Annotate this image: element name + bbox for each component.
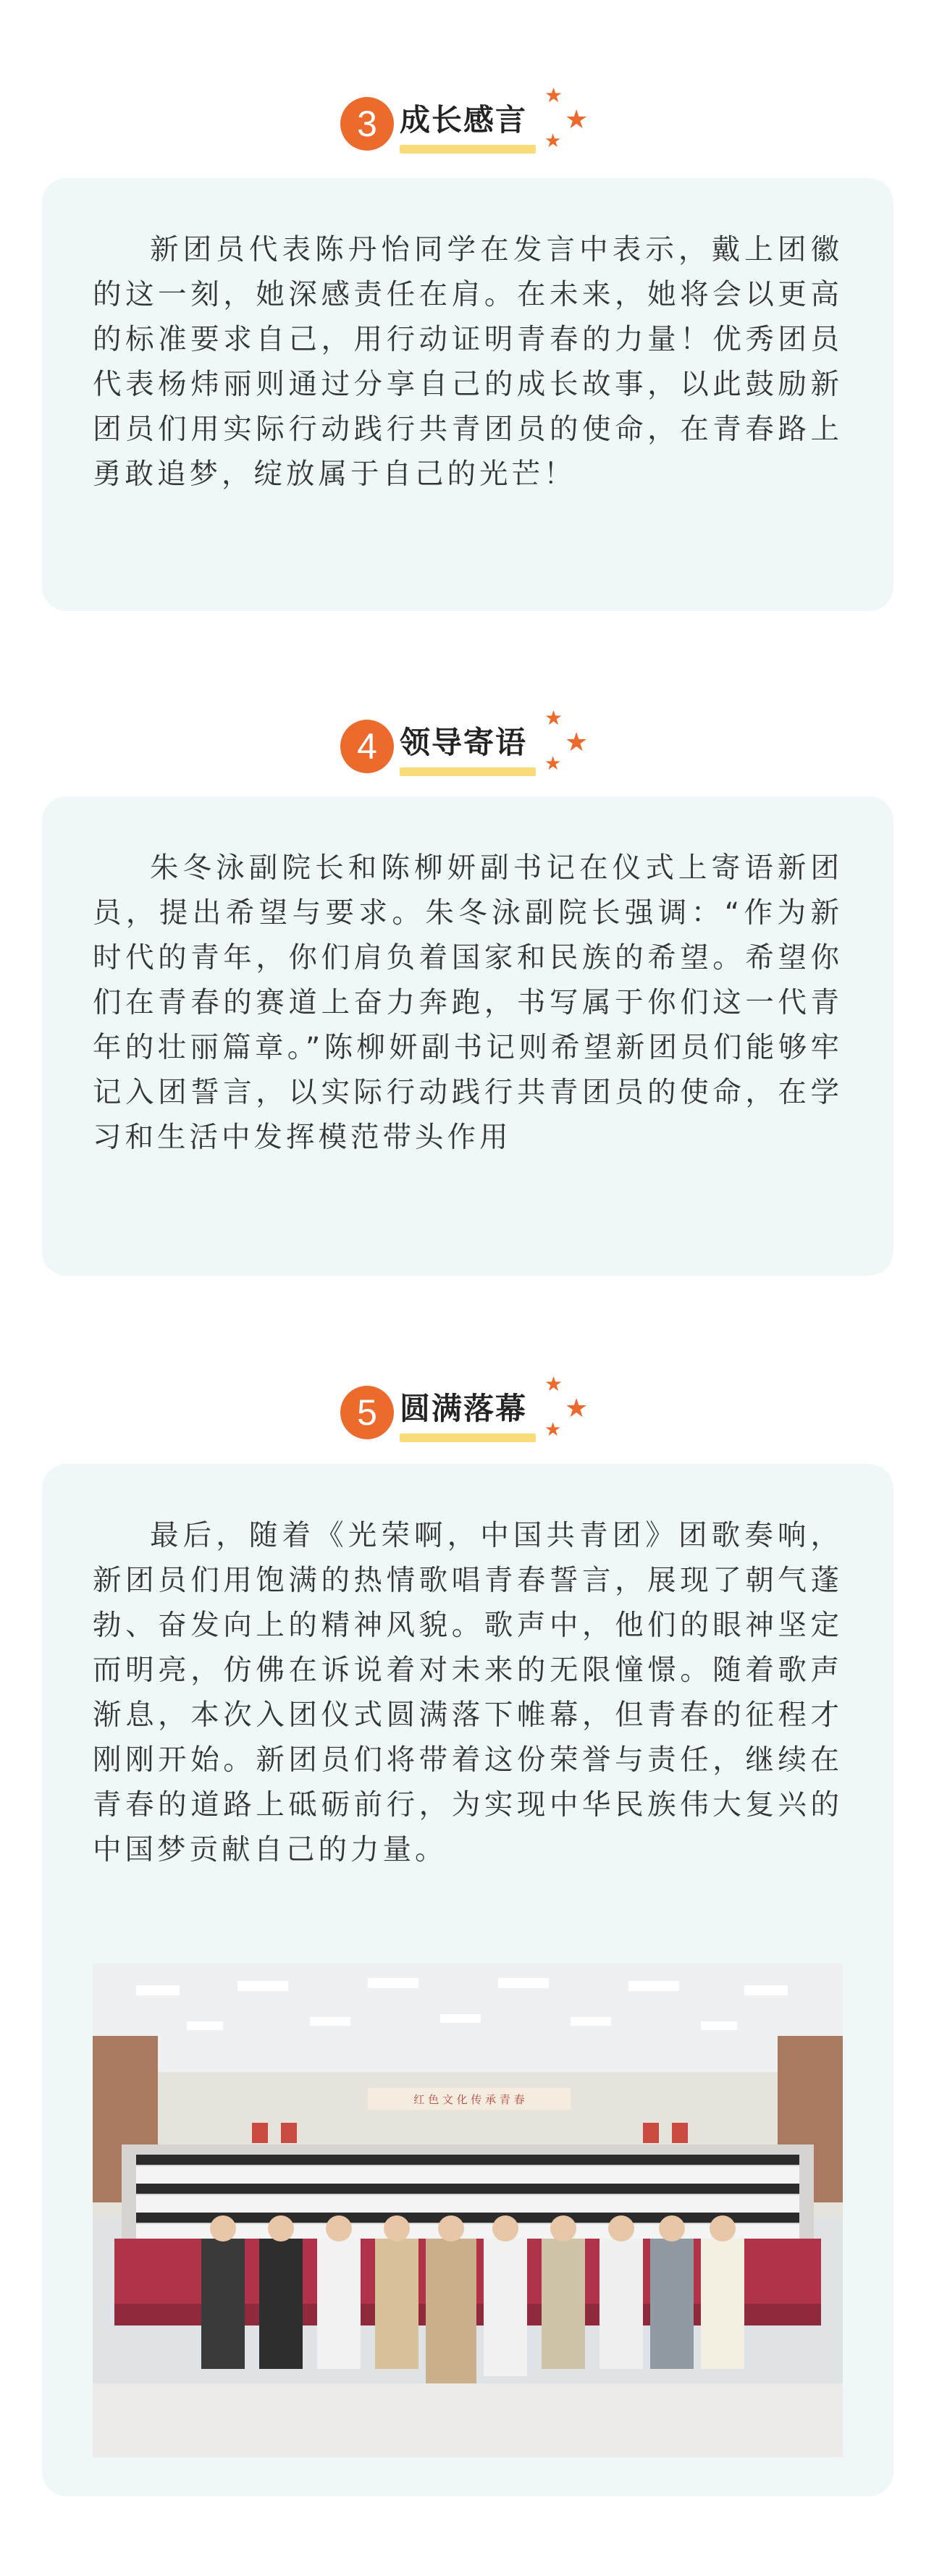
section-number-badge: 5	[340, 1386, 394, 1439]
section-header-4	[0, 698, 934, 799]
section-title: 领导寄语	[400, 725, 528, 760]
group-photo-image	[93, 1963, 843, 2457]
title-underline	[400, 145, 536, 153]
section-header-3	[0, 75, 934, 177]
section-header-5	[0, 1364, 934, 1465]
star-icon: ★	[544, 706, 563, 730]
section-title: 圆满落幕	[400, 1391, 528, 1426]
section-paragraph: 最后，随着《光荣啊，中国共青团》团歌奏响，新团员们用饱满的热情歌唱青春誓言，展现了朝气蓬勃、奋发向上的精神风貌。歌声中，他们的眼神坚定而明亮，仿佛在诉说着对未来的无限憧憬。随着歌声渐息，本次入团仪式圆满落下帷幕，但青春的征程才刚刚开始。新团员们将带着这份荣誉与责任，继续在青春的道路上砥砺前行，为实现中华民族伟大复兴的中国梦贡献自己的力量。	[93, 1519, 843, 1866]
section-number-badge: 4	[340, 720, 394, 773]
section-title: 成长感言	[400, 102, 528, 138]
banner-text: 红 色 文 化 传 承 青 春	[413, 2093, 525, 2106]
star-icon: ★	[544, 130, 562, 152]
title-underline	[400, 767, 536, 776]
section-paragraph: 新团员代表陈丹怡同学在发言中表示，戴上团徽的这一刻，她深感责任在肩。在未来，她将会以更高的标准要求自己，用行动证明青春的力量！优秀团员代表杨炜丽则通过分享自己的成长故事，以此鼓励新团员们用实际行动践行共青团员的使命，在青春路上勇敢追梦，绽放属于自己的光芒！	[93, 233, 843, 491]
section-card-3	[42, 178, 893, 611]
star-icon: ★	[544, 1419, 562, 1441]
star-icon: ★	[565, 105, 589, 135]
star-icon: ★	[544, 83, 563, 107]
star-icon: ★	[565, 1394, 589, 1423]
star-icon: ★	[565, 728, 589, 757]
section-number-badge: 3	[340, 97, 394, 151]
section-card-4	[42, 796, 893, 1276]
section-card-5	[42, 1464, 893, 2496]
star-icon: ★	[544, 1372, 563, 1396]
star-icon: ★	[544, 753, 562, 775]
section-paragraph: 朱冬泳副院长和陈柳妍副书记在仪式上寄语新团员，提出希望与要求。朱冬泳副院长强调：“作为新时代的青年，你们肩负着国家和民族的希望。希望你们在青春的赛道上奋力奔跑，书写属于你们这一代青年的壮丽篇章。”陈柳妍副书记则希望新团员们能够牢记入团誓言，以实际行动践行共青团员的使命，在学习和生活中发挥模范带头作用	[93, 851, 843, 1154]
title-underline	[400, 1434, 536, 1442]
